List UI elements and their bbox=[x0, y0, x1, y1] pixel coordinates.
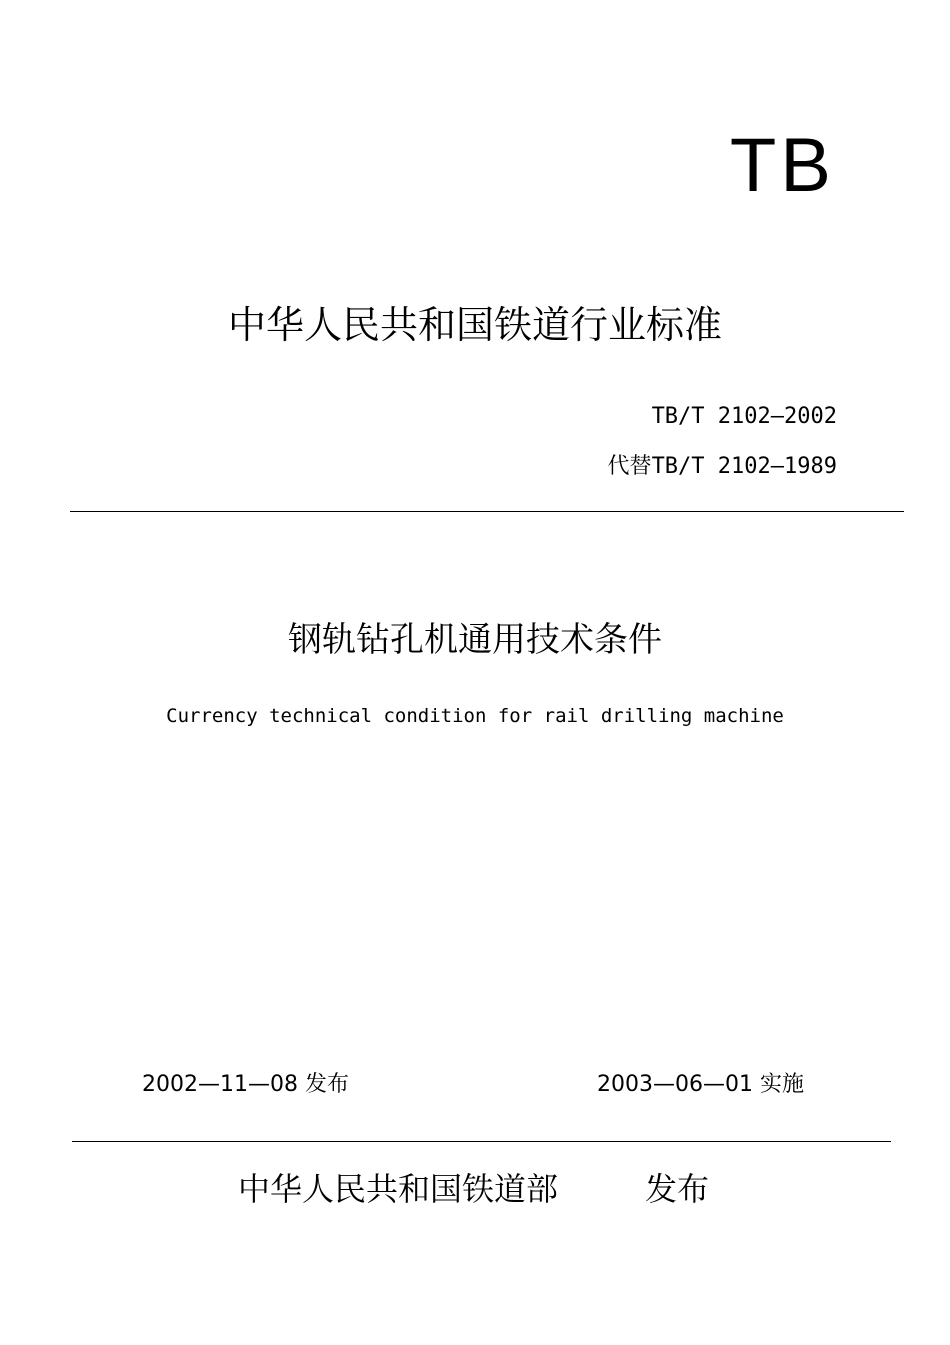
replaces-label: 代替 bbox=[607, 454, 652, 479]
document-title-cn: 钢轨钻孔机通用技术条件 bbox=[288, 620, 662, 660]
tb-logo: TB bbox=[729, 123, 835, 208]
bottom-divider bbox=[72, 1141, 891, 1142]
publish-label: 发布 bbox=[645, 1170, 710, 1208]
replaces-line bbox=[608, 454, 837, 480]
implementation-date: 2003—06—01 实施 bbox=[597, 1072, 804, 1097]
document-title-en: Currency technical condition for rail drilling machine bbox=[166, 705, 784, 727]
publisher: 中华人民共和国铁道部 bbox=[238, 1170, 559, 1208]
top-divider bbox=[70, 511, 904, 512]
issue-date: 2002—11—08 发布 bbox=[142, 1072, 349, 1097]
standard-number: TB/T 2102—2002 bbox=[651, 404, 837, 429]
replaces-number: TB/T 2102—1989 bbox=[651, 454, 837, 479]
standard-category-title: 中华人民共和国铁道行业标准 bbox=[227, 303, 722, 347]
